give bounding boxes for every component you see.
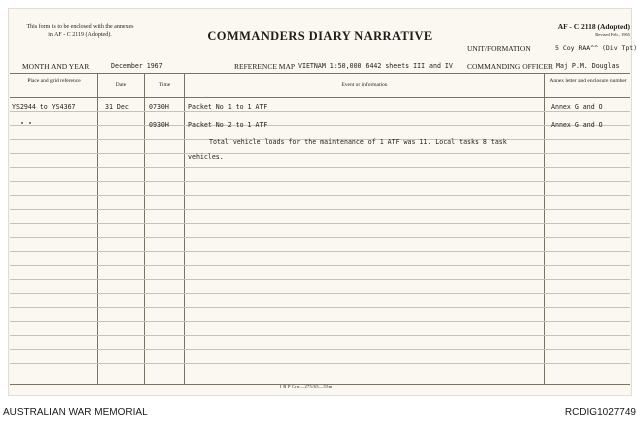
column-header-annex: Annex letter and enclosure number — [549, 78, 627, 84]
column-divider-annex — [544, 73, 545, 384]
ruled-line — [10, 251, 630, 252]
commanding-officer-label: COMMANDING OFFICER — [467, 62, 554, 71]
column-header-event: Event or information — [341, 82, 388, 88]
ruled-line — [10, 181, 630, 182]
column-header-time: Time — [158, 82, 171, 88]
archive-credit: AUSTRALIAN WAR MEMORIAL — [3, 407, 148, 418]
ruled-line — [10, 237, 630, 238]
entry-1-date: 31 Dec — [105, 103, 129, 111]
ruled-line — [10, 307, 630, 308]
column-divider-time — [144, 73, 145, 384]
reference-map-value: VIETNAM 1:50,000 6442 sheets III and IV — [298, 62, 453, 70]
archive-id: RCDIG1027749 — [564, 407, 636, 418]
ruled-line — [10, 223, 630, 224]
entry-1-place: YS2944 to YS4367 — [12, 103, 76, 111]
month-year-value: December 1967 — [111, 62, 163, 70]
ruled-line — [10, 167, 630, 168]
table-top-border — [10, 73, 630, 74]
entry-2-annex: Annex G and O — [551, 121, 603, 129]
reference-map-label: REFERENCE MAP — [234, 62, 296, 71]
unit-label: UNIT/FORMATION — [467, 44, 531, 53]
summary-line-2: vehicles. — [188, 153, 224, 161]
table-header-border — [10, 97, 630, 98]
commanding-officer-value: Maj P.M. Douglas — [556, 62, 620, 70]
printer-code: I B P Crn—275/65—55m — [280, 384, 333, 389]
entry-2-place: " " — [20, 121, 32, 129]
ruled-line — [10, 293, 630, 294]
ruled-line — [10, 209, 630, 210]
summary-line-1: Total vehicle loads for the maintenance of 1 ATF was 11. Local tasks 8 task — [209, 138, 507, 146]
column-header-date: Date — [115, 82, 127, 88]
column-divider-event — [184, 73, 185, 384]
column-header-place: Place and grid reference — [27, 78, 81, 84]
column-divider-date — [97, 73, 98, 384]
form-title: COMMANDERS DIARY NARRATIVE — [207, 29, 433, 43]
unit-value: 5 Coy RAA^^ (Div Tpt) — [555, 44, 638, 52]
revision-date: Revised Feb., 1965 — [595, 32, 630, 37]
month-year-label: MONTH AND YEAR — [22, 62, 90, 71]
ruled-line — [10, 195, 630, 196]
ruled-line — [10, 363, 630, 364]
ruled-line — [10, 279, 630, 280]
ruled-line — [10, 265, 630, 266]
ruled-line — [10, 111, 630, 112]
ruled-line — [10, 321, 630, 322]
entry-1-time: 0730H — [149, 103, 169, 111]
ruled-line — [10, 349, 630, 350]
ruled-line — [10, 153, 630, 154]
form-number: AF - C 2118 (Adopted) — [557, 22, 630, 31]
ruled-line — [10, 335, 630, 336]
entry-2-event: Packet No 2 to 1 ATF — [188, 121, 268, 129]
enclosure-note: This form is to be enclosed with the annexes in AF - C 2119 (Adopted). — [26, 24, 134, 38]
entry-1-event: Packet No 1 to 1 ATF — [188, 103, 268, 111]
entry-2-time: 0930H — [149, 121, 169, 129]
ruled-line — [10, 125, 630, 126]
entry-1-annex: Annex G and O — [551, 103, 603, 111]
